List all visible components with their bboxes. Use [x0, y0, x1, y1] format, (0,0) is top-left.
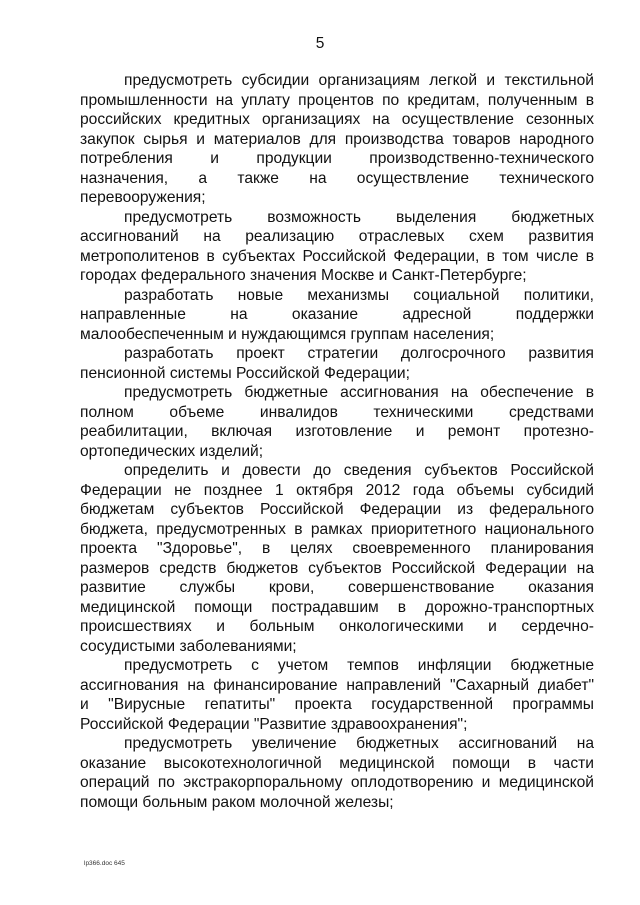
text-line: Российской Федерации "Развитие здравоохранения"; — [80, 715, 468, 733]
text-line: и "Вирусные гепатиты" проекта государственной программы — [80, 696, 594, 713]
paragraph — [80, 383, 594, 461]
text-line: предусмотреть бюджетные ассигнования на обеспечение в — [124, 384, 594, 401]
paragraph — [80, 344, 594, 383]
text-line: помощи больным раком молочной железы; — [80, 793, 394, 811]
text-line: бюджетам субъектов Российской Федерации из федерального — [80, 501, 594, 518]
paragraph — [80, 461, 594, 656]
page-number: 5 — [315, 35, 325, 52]
text-line: разработать новые механизмы социальной политики, — [124, 286, 594, 304]
text-line: российских кредитных организациях на осуществление сезонных — [80, 111, 594, 128]
text-line: направленные на оказание адресной поддержки — [80, 306, 594, 323]
text-line: разработать проект стратегии долгосрочного развития — [124, 345, 594, 362]
text-line: реабилитации, включая изготовление и ремонт протезно- — [80, 423, 594, 440]
text-line: предусмотреть с учетом темпов инфляции бюджетные — [124, 657, 594, 674]
text-line: происшествиях и больным онкологическими и сердечно- — [80, 618, 594, 635]
text-line: назначения, а также на осуществление технического — [80, 169, 594, 187]
text-line: бюджета, предусмотренных в рамках приоритетного национального — [80, 520, 594, 538]
text-line: промышленности на уплату процентов по кредитам, полученным в — [80, 91, 594, 109]
text-line: предусмотреть субсидии организациям легкой и текстильной — [124, 72, 594, 89]
text-line: перевооружения; — [80, 189, 206, 206]
text-line: закупок сырья и материалов для производства товаров народного — [80, 130, 594, 148]
text-line: ассигнования на финансирование направлений "Сахарный диабет" — [80, 676, 594, 694]
text-line: ассигнований на реализацию отраслевых схем развития — [80, 228, 594, 245]
paragraph — [80, 71, 594, 208]
text-line: ортопедических изделий; — [80, 442, 264, 460]
footer-file-reference: lp366.doc 645 — [84, 860, 125, 867]
text-line: Федерации не позднее 1 октября 2012 года объемы субсидий — [80, 481, 594, 499]
text-line: пенсионной системы Российской Федерации; — [80, 364, 410, 382]
text-line: медицинской помощи пострадавшим в дорожно-транспортных — [80, 598, 594, 616]
paragraph — [80, 734, 594, 812]
text-line: полном объеме инвалидов техническими средствами — [80, 403, 594, 421]
text-line: предусмотреть увеличение бюджетных ассигнований на — [124, 735, 594, 752]
text-line: городах федерального значения Москве и Санкт-Петербурге; — [80, 267, 527, 284]
text-line: малообеспеченным и нуждающимся группам населения; — [80, 325, 495, 343]
text-line: определить и довести до сведения субъектов Российской — [124, 462, 594, 479]
text-line: операций по экстракорпоральному оплодотворению и медицинской — [80, 774, 594, 791]
text-line: развитие службы крови, совершенствование оказания — [80, 579, 594, 596]
text-line: метрополитенов в субъектах Российской Федерации, в том числе в — [80, 247, 594, 265]
text-line: оказание высокотехнологичной медицинской помощи в части — [80, 754, 594, 772]
paragraph — [80, 656, 594, 734]
text-line: сосудистыми заболеваниями; — [80, 637, 297, 655]
paragraph — [80, 208, 594, 286]
paragraph — [80, 286, 594, 345]
text-line: потребления и продукции производственно-технического — [80, 150, 594, 167]
text-line: проекта "Здоровье", в целях своевременного планирования — [80, 540, 594, 557]
text-line: предусмотреть возможность выделения бюджетных — [124, 208, 594, 226]
text-line: размеров средств бюджетов субъектов Российской Федерации на — [80, 559, 594, 577]
document-body — [80, 71, 594, 812]
